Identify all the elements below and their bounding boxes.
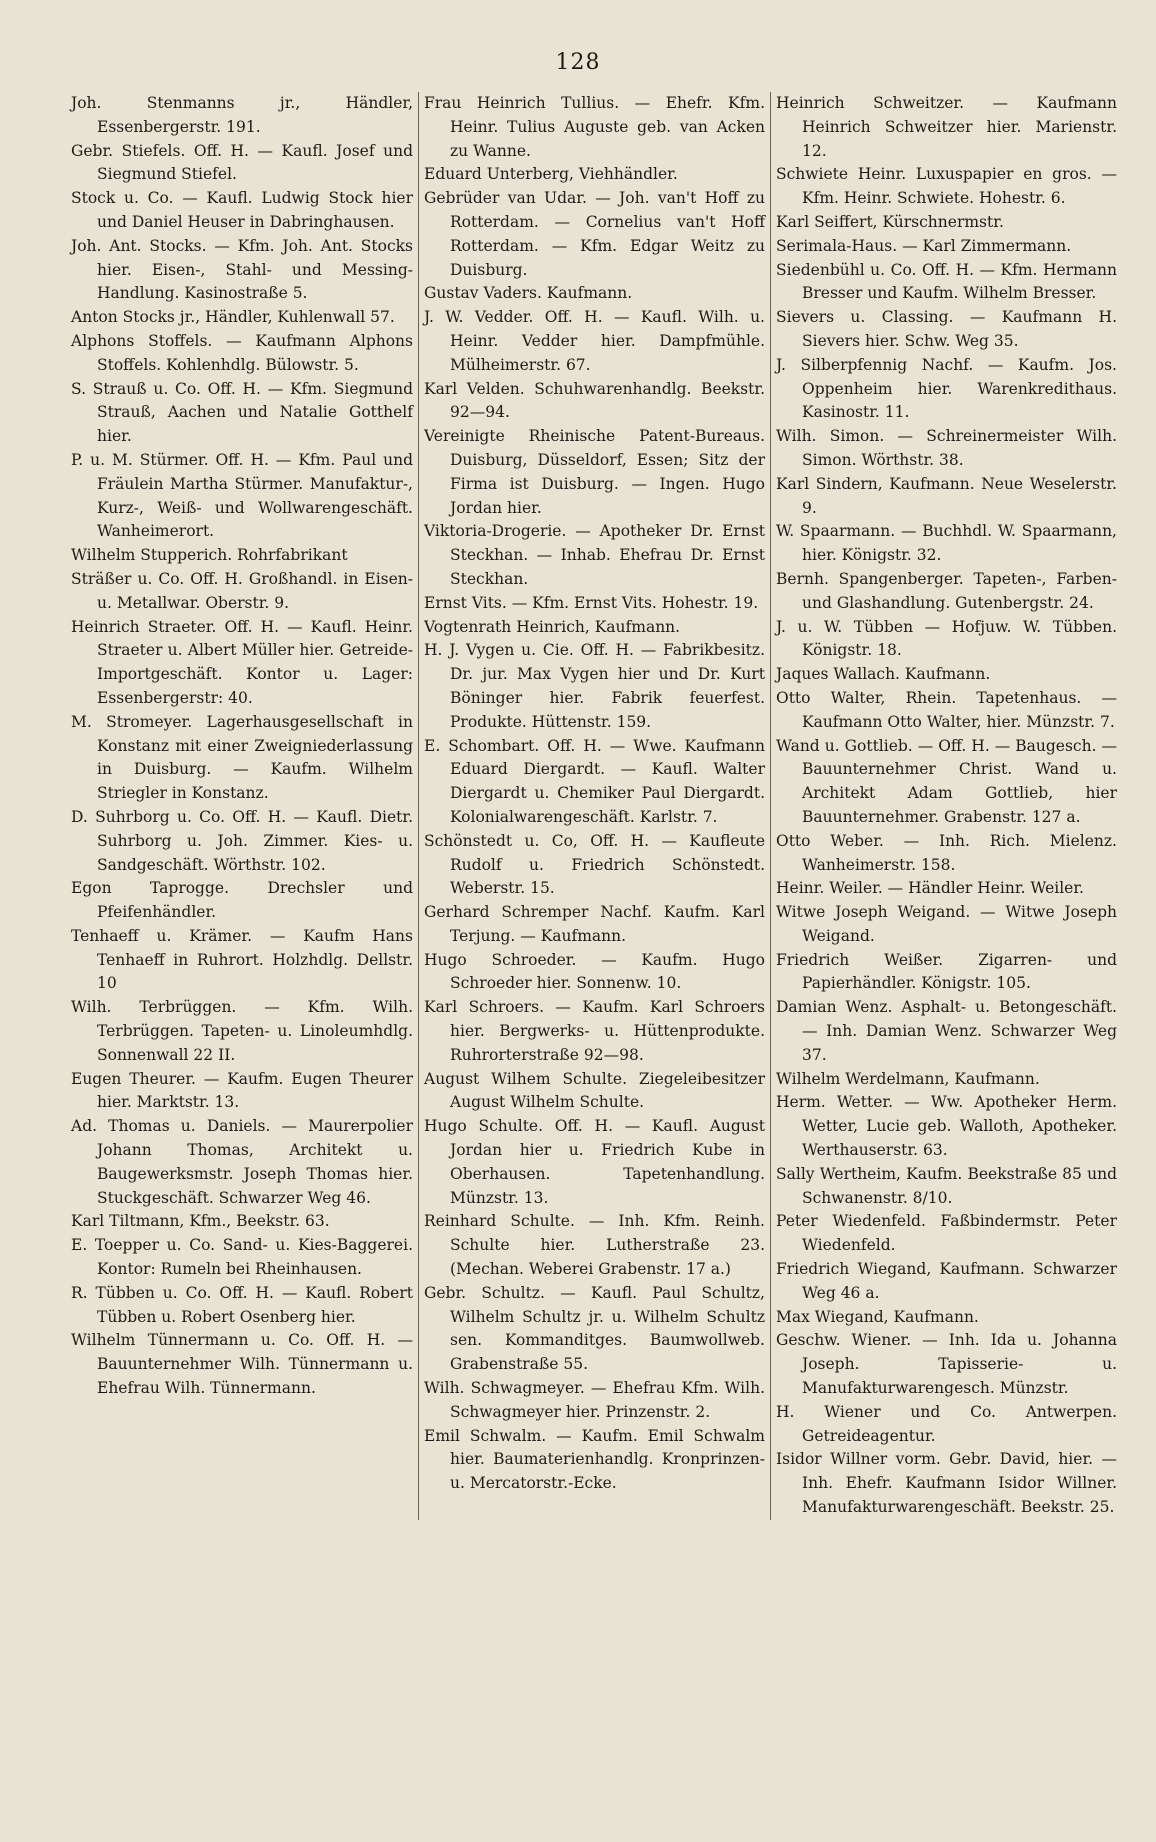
directory-entry: E. Schombart. Off. H. — Wwe. Kaufmann Eduard Diergardt. — Kaufl. Walter Diergardt u. Chemiker Paul Diergardt. Kolonialwarengeschäft. Karlstr. 7. bbox=[424, 736, 765, 826]
directory-entry: P. u. M. Stürmer. Off. H. — Kfm. Paul und Fräulein Martha Stürmer. Manufaktur-, Kurz-, Weiß- und Wollwarengeschäft. Wanheimerort. bbox=[71, 450, 413, 541]
directory-entry: Viktoria-Drogerie. — Apotheker Dr. Ernst Steckhan. — Inhab. Ehefrau Dr. Ernst Steckhan. bbox=[424, 522, 765, 588]
directory-entry: Wilhelm Stupperich. Rohrfabrikant bbox=[71, 546, 348, 565]
directory-entry: Jaques Wallach. Kaufmann. bbox=[776, 665, 991, 684]
directory-entry: Witwe Joseph Weigand. — Witwe Joseph Weigand. bbox=[776, 903, 1117, 945]
directory-entry: Damian Wenz. Asphalt- u. Betongeschäft. — Inh. Damian Wenz. Schwarzer Weg 37. bbox=[776, 998, 1117, 1064]
directory-entry: Friedrich Weißer. Zigarren- und Papierhändler. Königstr. 105. bbox=[776, 950, 1117, 993]
directory-entry: Serimala-Haus. — Karl Zimmermann. bbox=[776, 236, 1072, 255]
directory-entry: Karl Schroers. — Kaufm. Karl Schroers hier. Bergwerks- u. Hüttenprodukte. Ruhrorterstraße 92—98. bbox=[424, 998, 765, 1064]
directory-entry: E. Toepper u. Co. Sand- u. Kies-Baggerei. Kontor: Rumeln bei Rheinhausen. bbox=[71, 1236, 413, 1279]
directory-entry: Vogtenrath Heinrich, Kaufmann. bbox=[424, 617, 681, 636]
directory-entry: Karl Sindern, Kaufmann. Neue Weselerstr. 9. bbox=[776, 474, 1117, 517]
directory-entry: Gustav Vaders. Kaufmann. bbox=[424, 284, 633, 303]
directory-entry: Gerhard Schremper Nachf. Kaufm. Karl Terjung. — Kaufmann. bbox=[424, 903, 765, 945]
directory-entry: Heinr. Weiler. — Händler Heinr. Weiler. bbox=[776, 879, 1084, 898]
directory-entry: Schwiete Heinr. Luxuspapier en gros. — Kfm. Heinr. Schwiete. Hohestr. 6. bbox=[776, 165, 1117, 208]
directory-entry: H. J. Vygen u. Cie. Off. H. — Fabrikbesitz. Dr. jur. Max Vygen hier und Dr. Kurt Böninger hier. Fabrik feuerfest. Produkte. Hüttenstr. 159. bbox=[424, 641, 765, 731]
directory-entry: Heinrich Straeter. Off. H. — Kaufl. Heinr. Straeter u. Albert Müller hier. Getreide-Importgeschäft. Kontor u. Lager: Essenbergerstr: 40. bbox=[71, 617, 413, 707]
directory-entry: R. Tübben u. Co. Off. H. — Kaufl. Robert Tübben u. Robert Osenberg hier. bbox=[71, 1283, 413, 1326]
directory-entry: Gebr. Stiefels. Off. H. — Kaufl. Josef und Siegmund Stiefel. bbox=[71, 141, 413, 184]
directory-entry: Bernh. Spangenberger. Tapeten-, Farben- und Glashandlung. Gutenbergstr. 24. bbox=[776, 569, 1117, 612]
directory-entry: J. u. W. Tübben — Hofjuw. W. Tübben. Königstr. 18. bbox=[776, 617, 1117, 660]
directory-entry: Herm. Wetter. — Ww. Apotheker Herm. Wetter, Lucie geb. Walloth, Apotheker. Werthauserstr. 63. bbox=[776, 1093, 1117, 1160]
directory-entry: S. Strauß u. Co. Off. H. — Kfm. Siegmund Strauß, Aachen und Natalie Gotthelf hier. bbox=[71, 379, 413, 446]
directory-entry: Hugo Schroeder. — Kaufm. Hugo Schroeder hier. Sonnenw. 10. bbox=[424, 950, 765, 993]
directory-entry: J. W. Vedder. Off. H. — Kaufl. Wilh. u. Heinr. Vedder hier. Dampfmühle. Mülheimerstr. 67. bbox=[424, 308, 765, 374]
directory-entry: Isidor Willner vorm. Gebr. David, hier. — Inh. Ehefr. Kaufmann Isidor Willner. Manufakturwarengeschäft. Beekstr. 25. bbox=[776, 1450, 1117, 1517]
directory-entry: Wilhelm Tünnermann u. Co. Off. H. — Bauunternehmer Wilh. Tünnermann u. Ehefrau Wilh. Tünnermann. bbox=[71, 1331, 413, 1398]
directory-entry: Hugo Schulte. Off. H. — Kaufl. August Jordan hier u. Friedrich Kube in Oberhausen. Tapetenhandlung. Münzstr. 13. bbox=[424, 1117, 765, 1207]
directory-entry: Geschw. Wiener. — Inh. Ida u. Johanna Joseph. Tapisserie- u. Manufakturwarengesch. Münzstr. bbox=[776, 1331, 1117, 1398]
directory-entry: Wilh. Simon. — Schreinermeister Wilh. Simon. Wörthstr. 38. bbox=[776, 427, 1117, 469]
directory-entry: Wand u. Gottlieb. — Off. H. — Baugesch. — Bauunternehmer Christ. Wand u. Architekt Adam Gottlieb, hier Bauunternehmer. Grabenstr. 127 a. bbox=[776, 736, 1117, 826]
directory-entry: Sträßer u. Co. Off. H. Großhandl. in Eisen- u. Metallwar. Oberstr. 9. bbox=[71, 569, 413, 612]
directory-entry: Ad. Thomas u. Daniels. — Maurerpolier Johann Thomas, Architekt u. Baugewerksmstr. Joseph Thomas hier. Stuckgeschäft. Schwarzer Weg 46. bbox=[71, 1117, 413, 1207]
directory-entry: Karl Velden. Schuhwarenhandlg. Beekstr. 92—94. bbox=[424, 379, 765, 422]
directory-entry: Tenhaeff u. Krämer. — Kaufm Hans Tenhaeff in Ruhrort. Holzhdlg. Dellstr. 10 bbox=[71, 926, 413, 993]
directory-entry: Eduard Unterberg, Viehhändler. bbox=[424, 165, 678, 184]
directory-entry: Egon Taprogge. Drechsler und Pfeifenhändler. bbox=[71, 879, 413, 922]
directory-entry: Karl Seiffert, Kürschnermstr. bbox=[776, 212, 1004, 231]
directory-entry: Eugen Theurer. — Kaufm. Eugen Theurer hier. Marktstr. 13. bbox=[71, 1069, 413, 1112]
column-1 bbox=[66, 92, 418, 1520]
directory-entry: Otto Weber. — Inh. Rich. Mielenz. Wanheimerstr. 158. bbox=[776, 831, 1117, 874]
directory-columns bbox=[66, 92, 1122, 1520]
directory-entry: Ernst Vits. — Kfm. Ernst Vits. Hohestr. 19. bbox=[424, 593, 759, 612]
directory-entry: Wilhelm Werdelmann, Kaufmann. bbox=[776, 1069, 1040, 1088]
directory-entry: Wilh. Schwagmeyer. — Ehefrau Kfm. Wilh. Schwagmeyer hier. Prinzenstr. 2. bbox=[424, 1379, 765, 1421]
directory-entry: Joh. Stenmanns jr., Händler, Essenbergerstr. 191. bbox=[71, 94, 413, 136]
directory-entry: Schönstedt u. Co, Off. H. — Kaufleute Rudolf u. Friedrich Schönstedt. Weberstr. 15. bbox=[424, 831, 765, 898]
directory-entry: M. Stromeyer. Lagerhausgesellschaft in Konstanz mit einer Zweigniederlassung in Duisburg. — Kaufm. Wilhelm Striegler in Konstanz. bbox=[71, 712, 413, 803]
page-number: 128 bbox=[555, 50, 601, 75]
directory-entry: Friedrich Wiegand, Kaufmann. Schwarzer Weg 46 a. bbox=[776, 1260, 1117, 1302]
directory-entry: Stock u. Co. — Kaufl. Ludwig Stock hier und Daniel Heuser in Dabringhausen. bbox=[71, 189, 413, 231]
directory-entry: J. Silberpfennig Nachf. — Kaufm. Jos. Oppenheim hier. Warenkredithaus. Kasinostr. 11. bbox=[776, 355, 1117, 422]
directory-entry: Max Wiegand, Kaufmann. bbox=[776, 1307, 979, 1326]
directory-entry: Frau Heinrich Tullius. — Ehefr. Kfm. Heinr. Tulius Auguste geb. van Acken zu Wanne. bbox=[424, 94, 765, 160]
directory-entry: Joh. Ant. Stocks. — Kfm. Joh. Ant. Stocks hier. Eisen-, Stahl- und Messing-Handlung. Kasinostraße 5. bbox=[71, 236, 413, 303]
directory-entry: Emil Schwalm. — Kaufm. Emil Schwalm hier. Baumaterienhandlg. Kronprinzen- u. Mercatorstr.-Ecke. bbox=[424, 1426, 765, 1493]
directory-entry: Heinrich Schweitzer. — Kaufmann Heinrich Schweitzer hier. Marienstr. 12. bbox=[776, 94, 1117, 160]
directory-entry: Gebrüder van Udar. — Joh. van't Hoff zu Rotterdam. — Cornelius van't Hoff Rotterdam. — Kfm. Edgar Weitz zu Duisburg. bbox=[424, 189, 765, 279]
directory-entry: Otto Walter, Rhein. Tapetenhaus. — Kaufmann Otto Walter, hier. Münzstr. 7. bbox=[776, 688, 1117, 731]
directory-entry: Siedenbühl u. Co. Off. H. — Kfm. Hermann Bresser und Kaufm. Wilhelm Bresser. bbox=[776, 260, 1117, 303]
directory-entry: Alphons Stoffels. — Kaufmann Alphons Stoffels. Kohlenhdlg. Bülowstr. 5. bbox=[71, 331, 413, 374]
directory-entry: Peter Wiedenfeld. Faßbindermstr. Peter Wiedenfeld. bbox=[776, 1212, 1117, 1255]
directory-entry: H. Wiener und Co. Antwerpen. Getreideagentur. bbox=[776, 1402, 1117, 1445]
directory-entry: Karl Tiltmann, Kfm., Beekstr. 63. bbox=[71, 1212, 330, 1231]
directory-entry: D. Suhrborg u. Co. Off. H. — Kaufl. Dietr. Suhrborg u. Joh. Zimmer. Kies- u. Sandgeschäft. Wörthstr. 102. bbox=[71, 807, 413, 874]
directory-entry: Vereinigte Rheinische Patent-Bureaus. Duisburg, Düsseldorf, Essen; Sitz der Firma ist Duisburg. — Ingen. Hugo Jordan hier. bbox=[424, 427, 765, 517]
directory-entry: W. Spaarmann. — Buchhdl. W. Spaarmann, hier. Königstr. 32. bbox=[776, 522, 1117, 565]
directory-entry: Anton Stocks jr., Händler, Kuhlenwall 57. bbox=[71, 308, 395, 327]
directory-entry: Gebr. Schultz. — Kaufl. Paul Schultz, Wilhelm Schultz jr. u. Wilhelm Schultz sen. Kommanditges. Baumwollweb. Grabenstraße 55. bbox=[424, 1283, 765, 1374]
directory-entry: Wilh. Terbrüggen. — Kfm. Wilh. Terbrüggen. Tapeten- u. Linoleumhdlg. Sonnenwall 22 II. bbox=[71, 998, 413, 1064]
directory-entry: Sievers u. Classing. — Kaufmann H. Sievers hier. Schw. Weg 35. bbox=[776, 308, 1117, 350]
directory-entry: Reinhard Schulte. — Inh. Kfm. Reinh. Schulte hier. Lutherstraße 23. (Mechan. Weberei Grabenstr. 17 a.) bbox=[424, 1212, 765, 1279]
column-3 bbox=[770, 92, 1122, 1520]
directory-entry: August Wilhem Schulte. Ziegeleibesitzer August Wilhelm Schulte. bbox=[424, 1069, 765, 1112]
column-2 bbox=[418, 92, 770, 1520]
directory-entry: Sally Wertheim, Kaufm. Beekstraße 85 und Schwanenstr. 8/10. bbox=[776, 1164, 1117, 1207]
